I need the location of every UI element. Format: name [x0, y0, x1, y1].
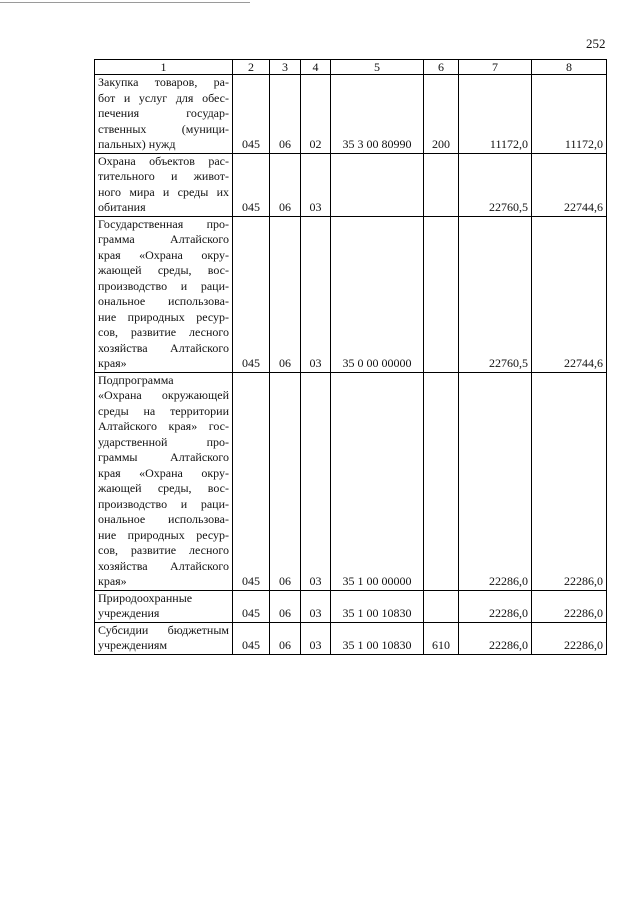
description-line: сов, развитие лесного — [98, 543, 229, 557]
amount-cell: 22760,5 — [459, 216, 532, 372]
description-cell — [95, 153, 233, 216]
description-line: края «Охрана окру- — [98, 247, 229, 262]
code-cell: 045 — [233, 622, 270, 654]
description-line: Государственная про- — [98, 216, 229, 231]
target-article-cell: 35 0 00 00000 — [331, 216, 424, 372]
description-line: тительного и живот- — [98, 169, 229, 183]
header-cell: 3 — [270, 60, 301, 75]
expense-type-cell — [424, 372, 459, 590]
amount-cell: 22286,0 — [459, 622, 532, 654]
subsection-cell: 03 — [301, 372, 331, 590]
table-row — [95, 590, 607, 622]
section-cell: 06 — [270, 622, 301, 654]
header-cell: 6 — [424, 60, 459, 75]
section-cell: 06 — [270, 590, 301, 622]
expense-type-cell: 610 — [424, 622, 459, 654]
description-line: учреждениям — [98, 638, 168, 652]
subsection-cell: 03 — [301, 153, 331, 216]
description-line: пальных) нужд — [98, 137, 176, 151]
description-cell — [95, 216, 233, 372]
section-cell: 06 — [270, 372, 301, 590]
code-cell: 045 — [233, 216, 270, 372]
description-line: грамма Алтайского — [98, 232, 229, 246]
description-line: Природоохранные — [98, 590, 193, 605]
section-cell: 06 — [270, 75, 301, 154]
subsection-cell: 03 — [301, 622, 331, 654]
description-cell — [95, 622, 233, 654]
amount-cell: 11172,0 — [459, 75, 532, 154]
scan-edge-line — [0, 2, 250, 3]
description-line: среды на территории — [98, 403, 229, 418]
subsection-cell: 03 — [301, 590, 331, 622]
subsection-cell: 03 — [301, 216, 331, 372]
description-line: ного мира и среды их — [98, 184, 229, 199]
code-cell: 045 — [233, 372, 270, 590]
description-line: хозяйства Алтайского — [98, 558, 229, 573]
subsection-cell: 02 — [301, 75, 331, 154]
table-row — [95, 216, 607, 372]
code-cell: 045 — [233, 153, 270, 216]
expense-type-cell — [424, 216, 459, 372]
description-line: Подпрограмма — [98, 372, 174, 387]
description-line: края» — [98, 574, 127, 588]
description-line: Охрана объектов рас- — [98, 153, 229, 168]
description-line: Закупка товаров, ра- — [98, 75, 229, 89]
amount-cell: 22286,0 — [459, 372, 532, 590]
description-line: учреждения — [98, 606, 160, 620]
description-line: граммы Алтайского — [98, 450, 229, 464]
header-cell: 7 — [459, 60, 532, 75]
description-line: производство и раци- — [98, 496, 229, 511]
description-line: Алтайского края» гос- — [98, 419, 229, 433]
table-row — [95, 372, 607, 590]
description-line: Субсидии бюджетным — [98, 622, 229, 637]
description-cell — [95, 75, 233, 154]
description-line: обитания — [98, 200, 146, 214]
description-line: печения государ- — [98, 106, 229, 120]
table-row — [95, 153, 607, 216]
description-line: края «Охрана окру- — [98, 465, 229, 480]
expense-type-cell — [424, 590, 459, 622]
table-row — [95, 75, 607, 154]
target-article-cell: 35 1 00 10830 — [331, 622, 424, 654]
description-line: ональное использова- — [98, 512, 229, 526]
expense-type-cell: 200 — [424, 75, 459, 154]
description-line: сов, развитие лесного — [98, 325, 229, 339]
target-article-cell: 35 1 00 10830 — [331, 590, 424, 622]
amount-cell: 22286,0 — [532, 622, 607, 654]
description-line: хозяйства Алтайского — [98, 340, 229, 355]
description-line: ние природных ресур- — [98, 309, 229, 324]
description-line: производство и раци- — [98, 278, 229, 293]
amount-cell: 22760,5 — [459, 153, 532, 216]
section-cell: 06 — [270, 216, 301, 372]
target-article-cell: 35 1 00 00000 — [331, 372, 424, 590]
expense-type-cell — [424, 153, 459, 216]
amount-cell: 22286,0 — [532, 590, 607, 622]
header-cell: 4 — [301, 60, 331, 75]
amount-cell: 11172,0 — [532, 75, 607, 154]
description-line: «Охрана окружающей — [98, 388, 229, 402]
target-article-cell — [331, 153, 424, 216]
description-line: бот и услуг для обес- — [98, 90, 229, 105]
section-cell: 06 — [270, 153, 301, 216]
header-cell: 5 — [331, 60, 424, 75]
amount-cell: 22744,6 — [532, 153, 607, 216]
description-cell — [95, 372, 233, 590]
amount-cell: 22286,0 — [459, 590, 532, 622]
description-line: ние природных ресур- — [98, 527, 229, 542]
description-line: ональное использова- — [98, 294, 229, 308]
header-row — [95, 60, 607, 75]
target-article-cell: 35 3 00 80990 — [331, 75, 424, 154]
description-cell — [95, 590, 233, 622]
description-line: жающей среды, вос- — [98, 263, 229, 277]
table-row — [95, 622, 607, 654]
header-cell: 8 — [532, 60, 607, 75]
description-line: ударственной про- — [98, 434, 229, 449]
amount-cell: 22744,6 — [532, 216, 607, 372]
header-cell: 1 — [95, 60, 233, 75]
code-cell: 045 — [233, 590, 270, 622]
description-line: жающей среды, вос- — [98, 481, 229, 495]
header-cell: 2 — [233, 60, 270, 75]
amount-cell: 22286,0 — [532, 372, 607, 590]
description-line: края» — [98, 356, 127, 370]
description-line: ственных (муници- — [98, 121, 229, 136]
page-number: 252 — [586, 36, 606, 51]
code-cell: 045 — [233, 75, 270, 154]
budget-table — [94, 59, 607, 655]
